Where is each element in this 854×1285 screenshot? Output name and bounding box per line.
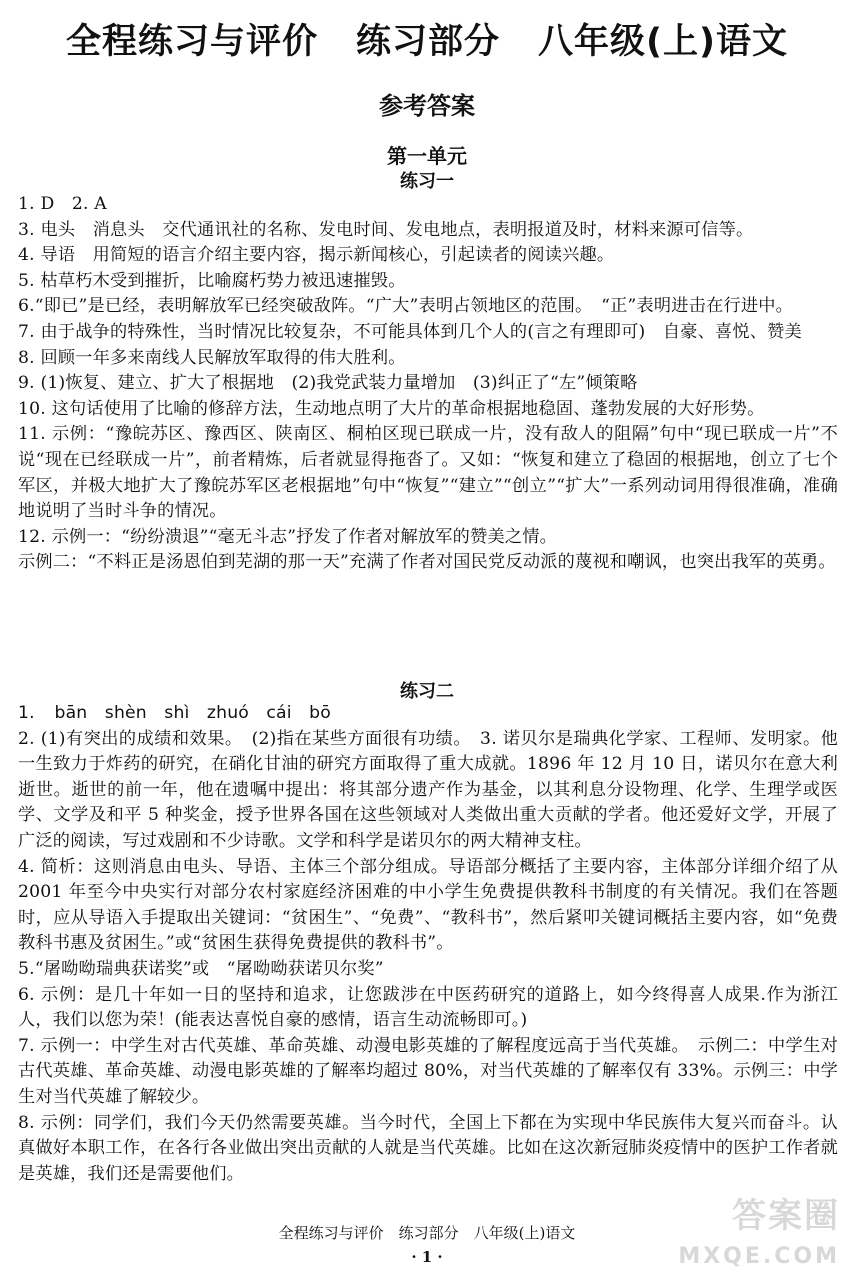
watermark-text: 答案圈 (732, 1196, 840, 1236)
answer-item: 9. (1)恢复、建立、扩大了根据地 (2)我党武装力量增加 (3)纠正了“左”倾策略 (18, 373, 638, 394)
pinyin-answer: 1. bān shèn shì zhuó cái bō (18, 703, 331, 723)
grade-subject: 八年级(上)语文 (538, 22, 789, 62)
answer-item: 1. D 2. A (18, 194, 107, 214)
answer-item: 4. 导语 用简短的语言介绍主要内容，揭示新闻核心，引起读者的阅读兴趣。 (18, 245, 615, 266)
answer-item: 10. 这句话使用了比喻的修辞方法，生动地点明了大片的革命根据地稳固、蓬勃发展的大好形势。 (18, 398, 765, 419)
answer-item: 5. 枯草朽木受到摧折，比喻腐朽势力被迅速摧毁。 (18, 270, 406, 291)
exercise-1-title: 练习一 (400, 171, 454, 192)
answer-item: 示例二：“不料正是汤恩伯到芜湖的那一天”充满了作者对国民党反动派的蔑视和嘲讽，也突出我军的英勇。 (18, 552, 836, 573)
book-part: 练习部分 (356, 22, 501, 62)
watermark-logo (678, 1188, 840, 1278)
watermark-url: MXQE.COM (678, 1244, 840, 1269)
answer-item: 4. 简析：这则消息由电头、导语、主体三个部分组成。导语部分概括了主要内容，主体部分详细介绍了从 2001 年至今中央实行对部分农村家庭经济困难的中小学生免费提供教科书制度的有关情况。我们在答题时，应从导语入手提取出关键词：“贫困生”、“免费”、“教科书”，然后紧叩关键词概括主要内容，如“免费教科书惠及贫困生。”或“贫困生获得免费提供的教科书”。 (18, 856, 838, 954)
unit-title: 第一单元 (387, 144, 467, 168)
exercise-2-title: 练习二 (400, 681, 454, 702)
answer-item: 5.“屠呦呦瑞典获诺奖”或 “屠呦呦获诺贝尔奖” (18, 958, 384, 979)
exercise-1-answers (18, 192, 838, 576)
exercise-2-answers (18, 701, 838, 1187)
page-number: · 1 · (411, 1248, 443, 1266)
answer-item: 7. 由于战争的特殊性，当时情况比较复杂，不可能具体到几个人的(言之有理即可) 自豪、喜悦、赞美 (18, 321, 802, 342)
answer-item: 11. 示例：“豫皖苏区、豫西区、陕南区、桐柏区现已联成一片，没有敌人的阻隔”句中“现已联成一片”不说“现在已经联成一片”，前者精炼，后者就显得拖沓了。又如：“恢复和建立了稳固的根据地，创立了七个军区，并极大地扩大了豫皖苏军区老根据地”句中“恢复”“建立”“创立”“扩大”一系列动词用得很准确，准确地说明了当时斗争的情况。 (18, 424, 838, 522)
answer-item: 3. 电头 消息头 交代通讯社的名称、发电时间、发电地点，表明报道及时，材料来源可信等。 (18, 219, 754, 240)
document-title: 参考答案 (379, 92, 475, 120)
answer-item: 7. 示例一：中学生对古代英雄、革命英雄、动漫电影英雄的了解程度远高于当代英雄。 示例二：中学生对古代英雄、革命英雄、动漫电影英雄的了解率均超过 80%，对当代英雄的了解率仅有 33%。示例三：中学生对当代英雄了解较少。 (18, 1035, 838, 1107)
answer-item: 2. (1)有突出的成绩和效果。 (2)指在某些方面很有功绩。 3. 诺贝尔是瑞典化学家、工程师、发明家。他一生致力于炸药的研究，在硝化甘油的研究方面取得了重大成就。1896 年 12 月 10 日，诺贝尔在意大利逝世。逝世的前一年，他在遗嘱中提出：将其部分遗产作为基金，以其利息分设物理、化学、生理学或医学、文学及和平 5 种奖金，授予世界各国在这些领域对人类做出重大贡献的学者。他还爱好文学，开展了广泛的阅读，写过戏剧和不少诗歌。文学和科学是诺贝尔的两大精神支柱。 (18, 728, 838, 851)
book-title: 全程练习与评价 (65, 22, 318, 62)
answer-item: 8. 回顾一年多来南线人民解放军取得的伟大胜利。 (18, 347, 406, 368)
answer-item: 8. 示例：同学们，我们今天仍然需要英雄。当今时代，全国上下都在为实现中华民族伟大复兴而奋斗。认真做好本职工作，在各行各业做出突出贡献的人就是当代英雄。比如在这次新冠肺炎疫情中的医护工作者就是英雄，我们还是需要他们。 (18, 1112, 838, 1184)
answer-item: 6. 示例：是几十年如一日的坚持和追求，让您跋涉在中医药研究的道路上，如今终得喜人成果.作为浙江人，我们以您为荣！(能表达喜悦自豪的感情，语言生动流畅即可。) (18, 984, 838, 1031)
page-header (0, 14, 854, 64)
running-footer: 全程练习与评价 练习部分 八年级(上)语文 (278, 1224, 576, 1242)
answer-item: 6.“即已”是已经，表明解放军已经突破敌阵。“广大”表明占领地区的范围。 “正”表明进击在行进中。 (18, 296, 794, 317)
answer-item: 12. 示例一：“纷纷溃退”“毫无斗志”抒发了作者对解放军的赞美之情。 (18, 526, 558, 547)
